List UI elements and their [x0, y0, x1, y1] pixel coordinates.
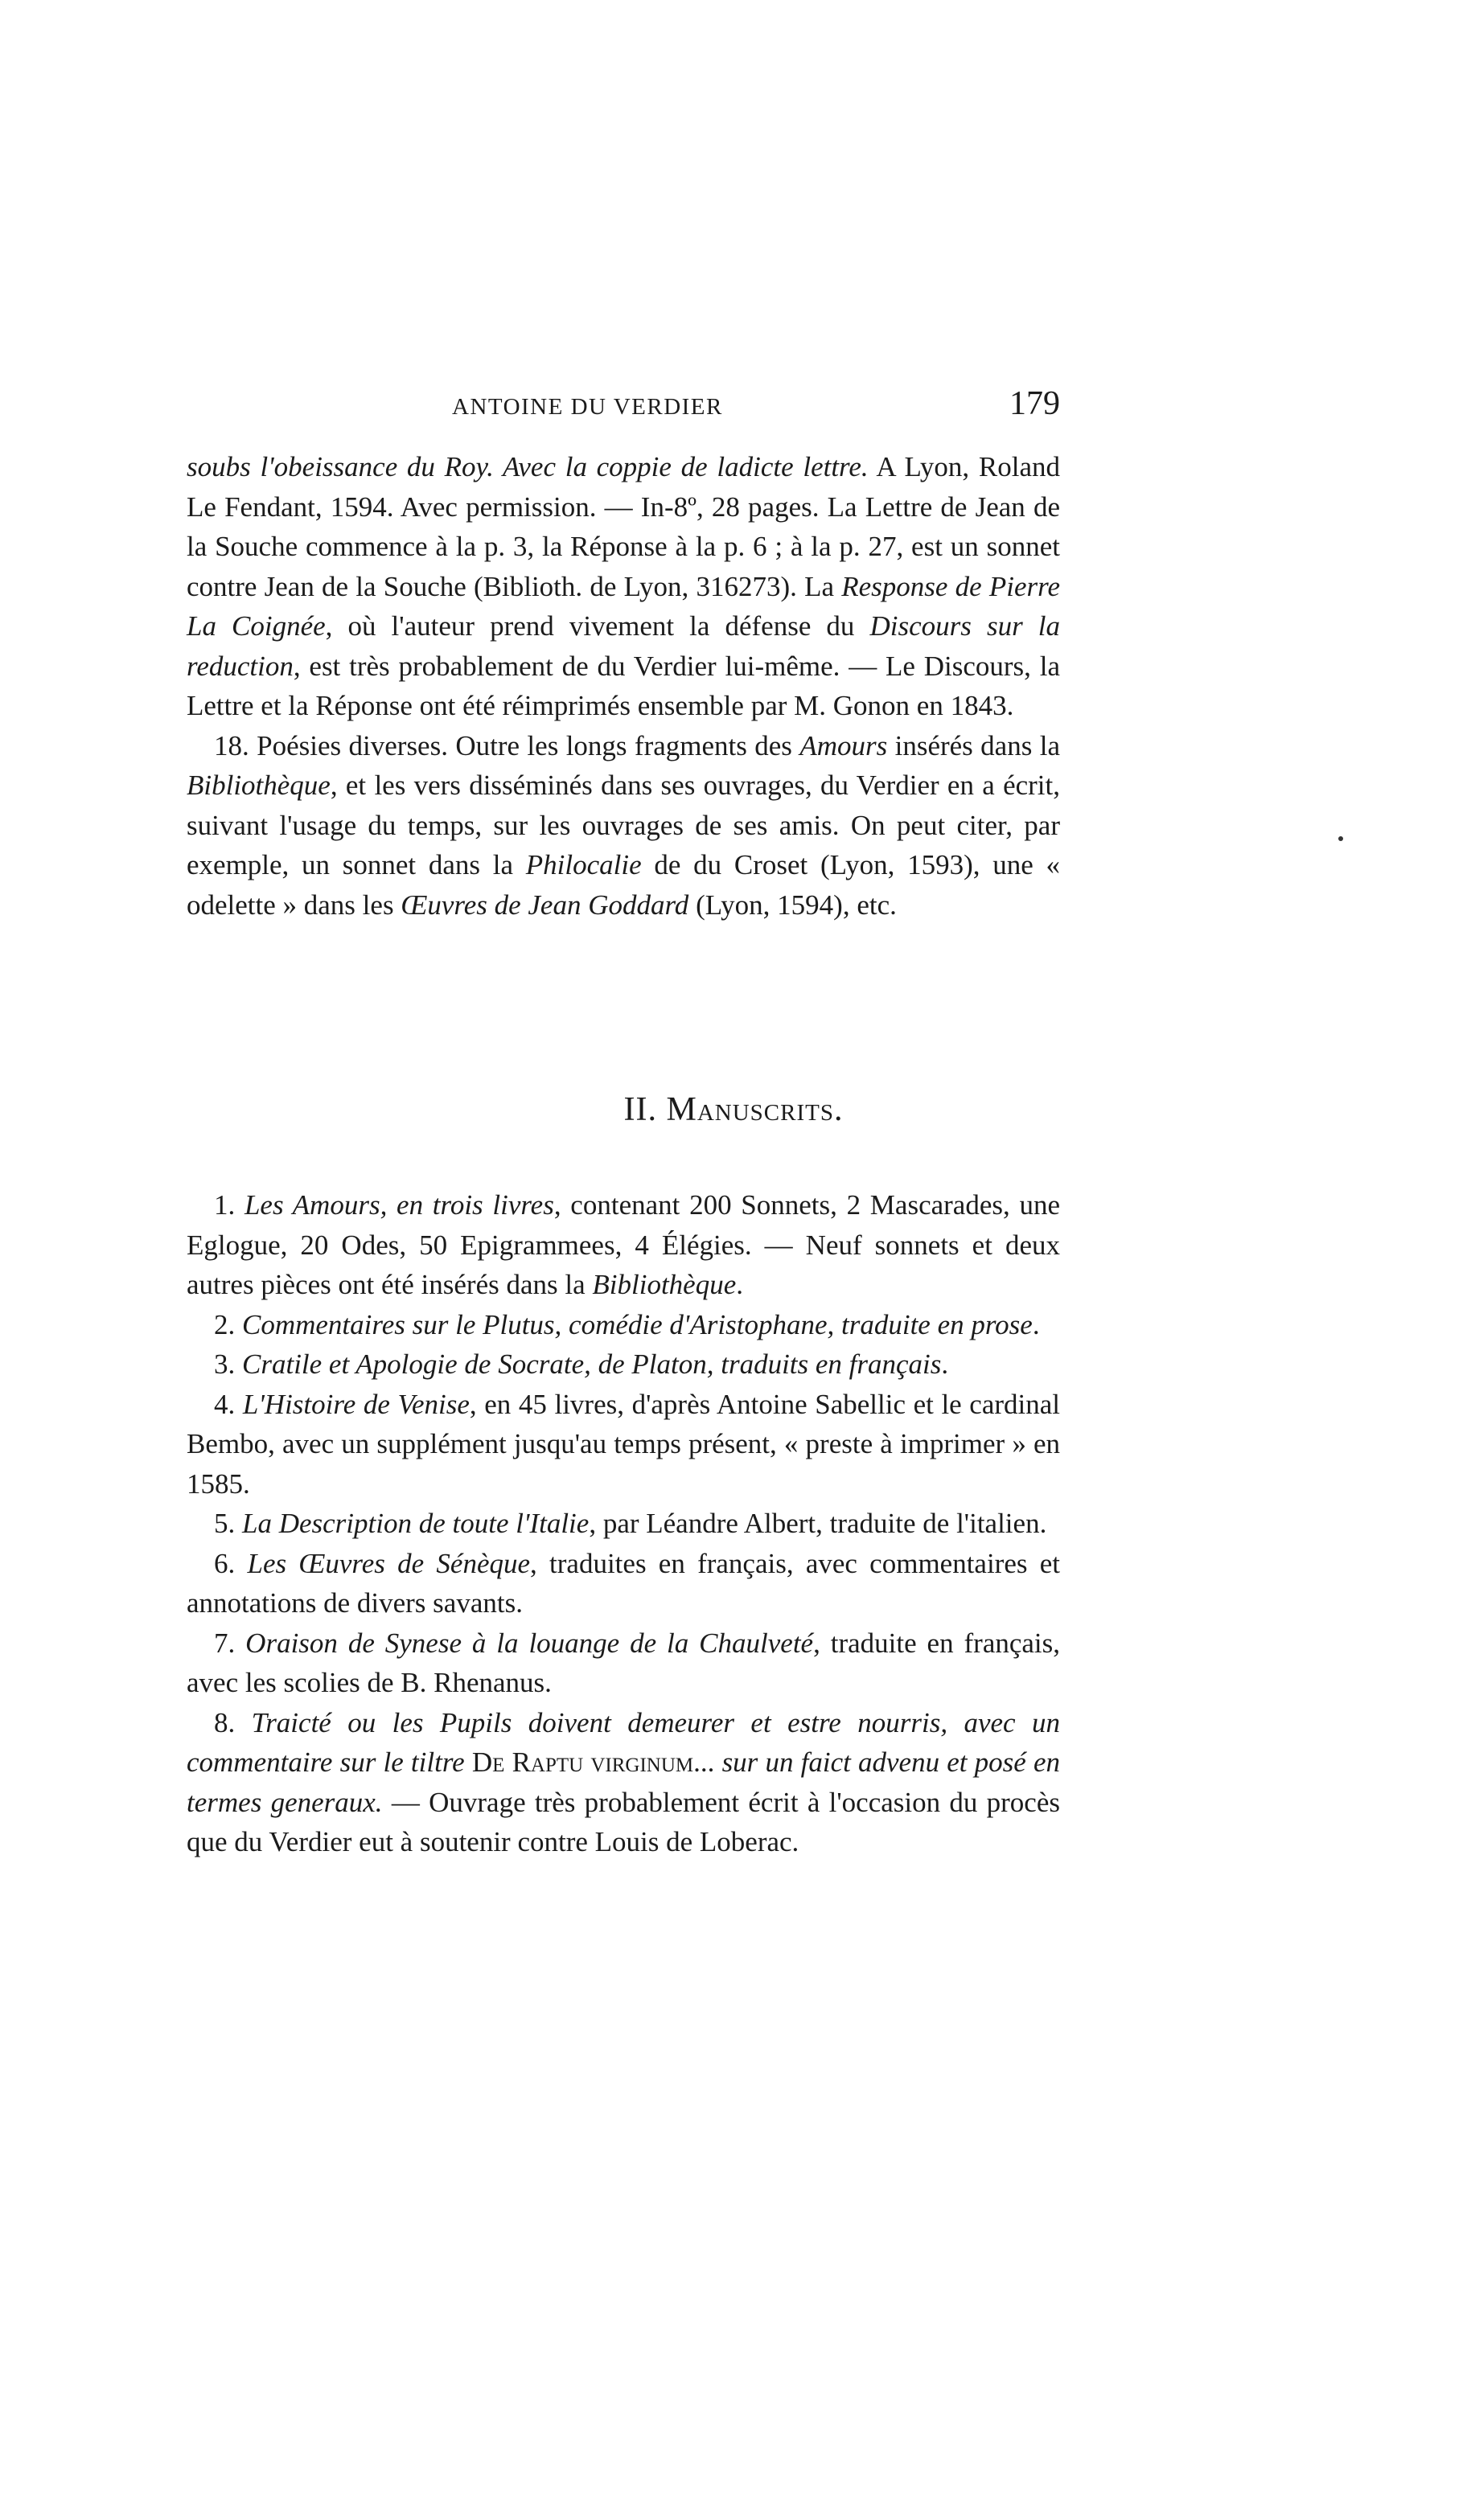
item-number: 5.	[214, 1508, 236, 1539]
item-text: , par Léandre Albert, traduite de l'italien.	[589, 1508, 1047, 1539]
text-segment: 18. Poésies diverses. Outre les longs fragments des	[214, 729, 800, 761]
manuscript-item-2	[187, 1305, 1060, 1345]
manuscript-item-6	[187, 1544, 1060, 1623]
running-header	[187, 384, 1060, 441]
main-text	[187, 447, 1060, 925]
manuscript-item-1	[187, 1185, 1060, 1305]
continued-paragraph	[187, 447, 1060, 726]
item-number: 7.	[214, 1627, 236, 1659]
oeuvres-title: Œuvres de Jean Goddard	[401, 889, 689, 921]
philocalie-title: Philocalie	[525, 849, 642, 880]
section-numeral: II.	[623, 1091, 657, 1128]
item-title: Traicté ou les Pupils doivent demeurer et estre nourris, avec un commentaire sur le tiltre	[187, 1706, 1060, 1778]
item-text: .	[941, 1348, 949, 1380]
item-text: , contenant 200 Sonnets, 2 Mascarades, une Eglogue, 20 Odes, 50 Epigrammees, 4 Élégies. — Neuf sonnets et deux autres pièces ont été insérés dans la	[187, 1189, 1060, 1300]
item-text: — Ouvrage très probablement écrit à l'occasion du procès que du Verdier eut à soutenir contre Louis de Loberac.	[187, 1786, 1060, 1857]
text-segment: , est très probablement de du Verdier lui-même. — Le Discours, la Lettre et la Réponse ont été réimprimés ensemble par M. Gonon en 1843.	[187, 650, 1060, 721]
text-segment: , où l'auteur prend vivement la défense du	[325, 610, 870, 642]
bibliotheque-title: Bibliothèque	[187, 770, 331, 801]
item-title: L'Histoire de Venise	[242, 1388, 470, 1420]
item-number: 3.	[214, 1348, 236, 1380]
page-number: 179	[1009, 385, 1060, 422]
text-segment: de du Croset (Lyon, 1593), une « odelette » dans les	[187, 849, 1060, 921]
manuscript-item-8	[187, 1703, 1060, 1862]
item-text: .	[1032, 1308, 1040, 1340]
item-title-smallcaps: De Raptu virginum...	[471, 1746, 715, 1778]
manuscript-item-3	[187, 1344, 1060, 1385]
item-title: Les Œuvres de Sénèque	[247, 1547, 531, 1579]
item-number: 4.	[214, 1388, 236, 1420]
section-rest: anuscrits.	[697, 1091, 844, 1128]
item-title: Cratile et Apologie de Socrate, de Platon, traduits en français	[242, 1348, 942, 1380]
manuscript-item-4	[187, 1385, 1060, 1504]
margin-speck	[1338, 836, 1343, 841]
amours-title: Amours	[799, 729, 888, 761]
item-number: 6.	[214, 1547, 236, 1579]
text-segment: A Lyon, Roland Le Fendant, 1594. Avec permission. — In-8º, 28 pages. La Lettre de Jean de la Souche commence à la p. 3, la Réponse à la p. 6 ; à la p. 27, est un sonnet contre Jean de la Souche (Biblioth. de Lyon, 316273). La	[187, 451, 1060, 602]
item-number: 8.	[214, 1706, 236, 1738]
manuscript-item-5	[187, 1504, 1060, 1544]
manuscripts-list	[187, 1185, 1060, 1862]
item-title-2: Bibliothèque	[592, 1269, 737, 1300]
item-title-cont: sur un faict advenu et posé en termes generaux.	[187, 1746, 1061, 1818]
section-initial: M	[666, 1091, 697, 1128]
title-end: soubs l'obeissance du Roy. Avec la coppie de ladicte lettre.	[187, 451, 869, 482]
text-segment: , et les vers disséminés dans ses ouvrages, du Verdier en a écrit, suivant l'usage du temps, sur les ouvrages de ses amis. On peut citer, par exemple, un sonnet dans la	[187, 770, 1060, 880]
item-title: Les Amours, en trois livres	[244, 1189, 554, 1221]
discours-title: Discours sur la reduction	[187, 610, 1060, 682]
item-title: Commentaires sur le Plutus, comédie d'Aristophane, traduite en prose	[242, 1308, 1033, 1340]
section-heading	[0, 1090, 1467, 1129]
text-segment: insérés dans la	[887, 729, 1060, 761]
manuscript-item-7	[187, 1623, 1060, 1703]
item-18-paragraph	[187, 726, 1060, 926]
item-number: 2.	[214, 1308, 236, 1340]
response-title: Response de Pierre La Coignée	[187, 570, 1061, 642]
item-text: , traduites en français, avec commentaires et annotations de divers savants.	[187, 1547, 1060, 1619]
item-text-2: .	[736, 1269, 743, 1300]
item-text: , traduite en français, avec les scolies de B. Rhenanus.	[187, 1627, 1061, 1698]
item-text: , en 45 livres, d'après Antoine Sabellic et le cardinal Bembo, avec un supplément jusqu'au temps présent, « preste à imprimer » en 1585.	[187, 1388, 1061, 1500]
text-segment: (Lyon, 1594), etc.	[688, 889, 897, 921]
running-title: ANTOINE DU VERDIER	[452, 394, 723, 420]
item-title: Oraison de Synese à la louange de la Chaulveté	[245, 1627, 814, 1659]
item-number: 1.	[214, 1189, 236, 1221]
item-title: La Description de toute l'Italie	[242, 1508, 590, 1539]
